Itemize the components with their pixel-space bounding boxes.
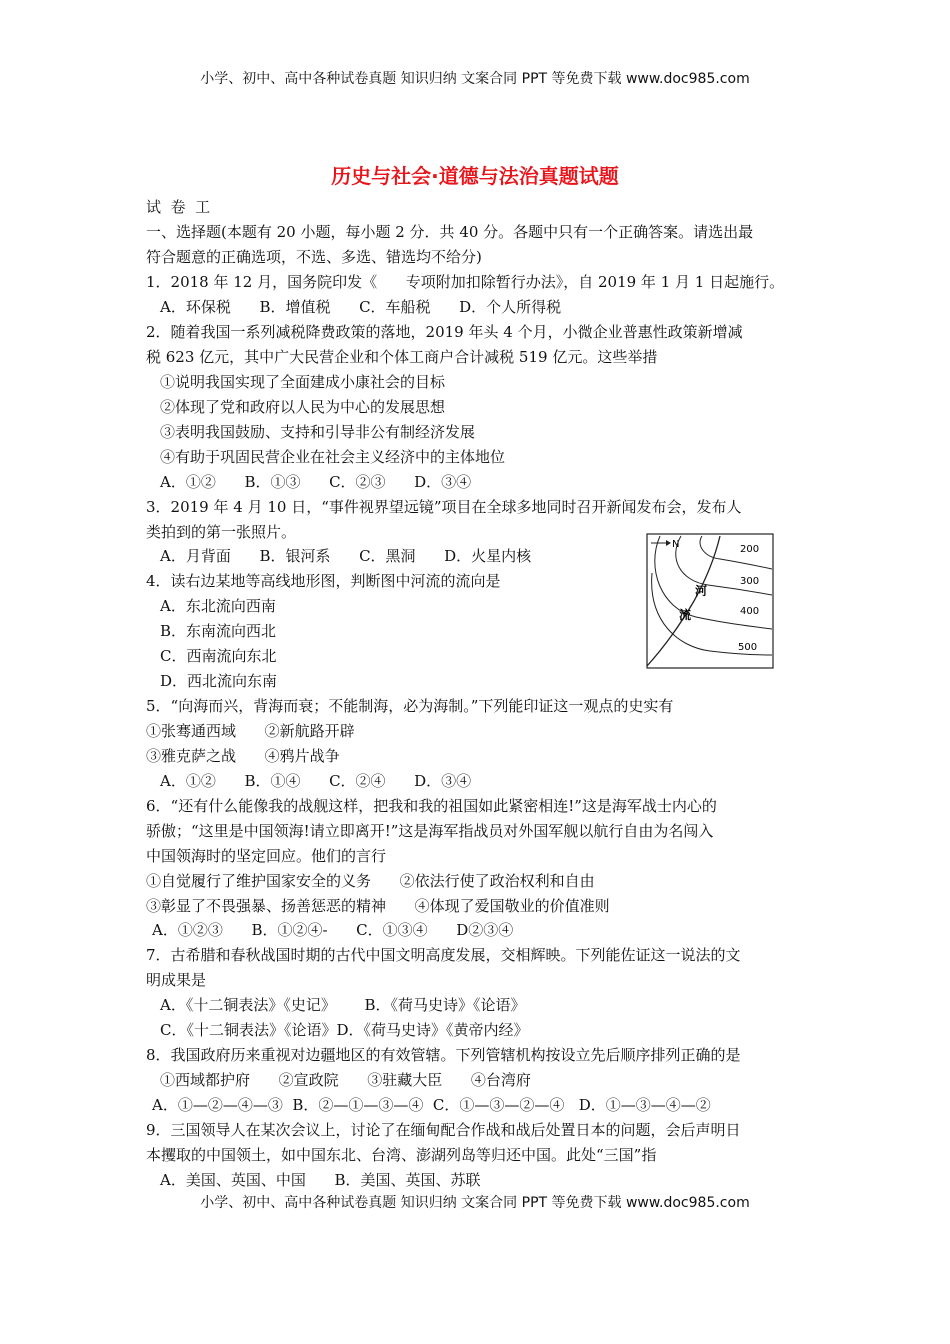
q2-item-1: ①说明我国实现了全面建成小康社会的目标 <box>160 373 446 391</box>
contour-label: 200 <box>740 544 760 555</box>
contour-map <box>646 533 774 669</box>
q4-option-a: A．东北流向西南 <box>160 597 276 615</box>
instructions-line-1: 一、选择题(本题有 20 小题，每小题 2 分．共 40 分。各题中只有一个正确答案。请选出最 <box>146 223 754 241</box>
q6-items-2: ③彰显了不畏强暴、扬善惩恶的精神 ④体现了爱国敬业的价值准则 <box>146 897 610 915</box>
q8-items: ①西域都护府 ②宣政院 ③驻藏大臣 ④台湾府 <box>160 1071 531 1089</box>
q2-stem-1: 2．随着我国一系列减税降费政策的落地，2019 年头 4 个月，小微企业普惠性政策新增减 <box>146 323 743 341</box>
q9-options: A．美国、英国、中国 B．美国、英国、苏联 <box>160 1171 481 1189</box>
q6-stem-1: 6．“还有什么能像我的战舰这样，把我和我的祖国如此紧密相连!”这是海军战士内心的 <box>146 797 717 815</box>
q1-stem: 1．2018 年 12 月，国务院印发《 专项附加扣除暂行办法》，自 2019 年 1 月 1 日起施行。 <box>146 273 785 291</box>
q1-options: A．环保税 B．增值税 C．车船税 D．个人所得税 <box>160 298 562 316</box>
contour-label: 500 <box>738 642 758 653</box>
section-label: 试 卷 工 <box>146 198 211 216</box>
q3-stem-2: 类拍到的第一张照片。 <box>146 523 297 541</box>
q7-options-1: A．《十二铜表法》《史记》 B．《荷马史诗》《论语》 <box>160 996 526 1014</box>
contour-label: 400 <box>740 606 760 617</box>
q5-options: A．①② B．①④ C．②④ D．③④ <box>160 772 472 790</box>
q4-stem: 4．读右边某地等高线地形图，判断图中河流的流向是 <box>146 572 501 590</box>
q8-options: A．①—②—④—③ B．②—①—③—④ C．①—③—②—④ D．①—③—④—② <box>152 1096 711 1114</box>
q2-options: A．①② B．①③ C．②③ D．③④ <box>160 473 472 491</box>
q8-stem: 8．我国政府历来重视对边疆地区的有效管辖。下列管辖机构按设立先后顺序排列正确的是 <box>146 1046 741 1064</box>
north-label: N <box>672 539 680 550</box>
river-label: 河 <box>695 584 708 598</box>
river-label: 流 <box>679 608 692 622</box>
q4-option-d: D．西北流向东南 <box>160 672 278 690</box>
q7-stem-2: 明成果是 <box>146 971 207 989</box>
q7-stem-1: 7．古希腊和春秋战国时期的古代中国文明高度发展，交相辉映。下列能佐证这一说法的文 <box>146 946 741 964</box>
page-title: 历史与社会·道德与法治真题试题 <box>331 164 619 188</box>
q9-stem-1: 9．三国领导人在某次会议上，讨论了在缅甸配合作战和战后处置日本的问题，会后声明日 <box>146 1121 741 1139</box>
q7-options-2: C．《十二铜表法》《论语》D．《荷马史诗》《黄帝内经》 <box>160 1021 529 1039</box>
q5-items-1: ①张骞通西域 ②新航路开辟 <box>146 722 355 740</box>
q4-option-c: C．西南流向东北 <box>160 647 277 665</box>
q2-stem-2: 税 623 亿元，其中广大民营企业和个体工商户合计减税 519 亿元。这些举措 <box>146 348 658 366</box>
q2-item-2: ②体现了党和政府以人民为中心的发展思想 <box>160 398 446 416</box>
instructions-line-2: 符合题意的正确选项，不选、多选、错选均不给分) <box>146 248 482 266</box>
q6-options: A．①②③ B．①②④- C．①③④ D②③④ <box>152 921 514 939</box>
q6-stem-2: 骄傲；“这里是中国领海!请立即离开!”这是海军指战员对外国军舰以航行自由为名闯入 <box>146 822 714 840</box>
q9-stem-2: 本攫取的中国领土，如中国东北、台湾、澎湖列岛等归还中国。此处“三国”指 <box>146 1146 657 1164</box>
q6-items-1: ①自觉履行了维护国家安全的义务 ②依法行使了政治权利和自由 <box>146 872 595 890</box>
q3-options: A．月背面 B．银河系 C．黑洞 D．火星内核 <box>160 547 532 565</box>
contour-label: 300 <box>740 576 760 587</box>
q4-option-b: B．东南流向西北 <box>160 622 277 640</box>
q5-items-2: ③雅克萨之战 ④鸦片战争 <box>146 747 340 765</box>
q5-stem: 5．“向海而兴，背海而衰；不能制海，必为海制。”下列能印证这一观点的史实有 <box>146 697 674 715</box>
page-footer: 小学、初中、高中各种试卷真题 知识归纳 文案合同 PPT 等免费下载 www.doc985.com <box>200 1195 750 1211</box>
q2-item-4: ④有助于巩固民营企业在社会主义经济中的主体地位 <box>160 448 506 466</box>
q3-stem-1: 3．2019 年 4 月 10 日，“事件视界望远镜”项目在全球多地同时召开新闻发布会，发布人 <box>146 498 742 516</box>
q2-item-3: ③表明我国鼓励、支持和引导非公有制经济发展 <box>160 423 476 441</box>
page-header: 小学、初中、高中各种试卷真题 知识归纳 文案合同 PPT 等免费下载 www.doc985.com <box>200 71 750 87</box>
q6-stem-3: 中国领海时的坚定回应。他们的言行 <box>146 847 387 865</box>
